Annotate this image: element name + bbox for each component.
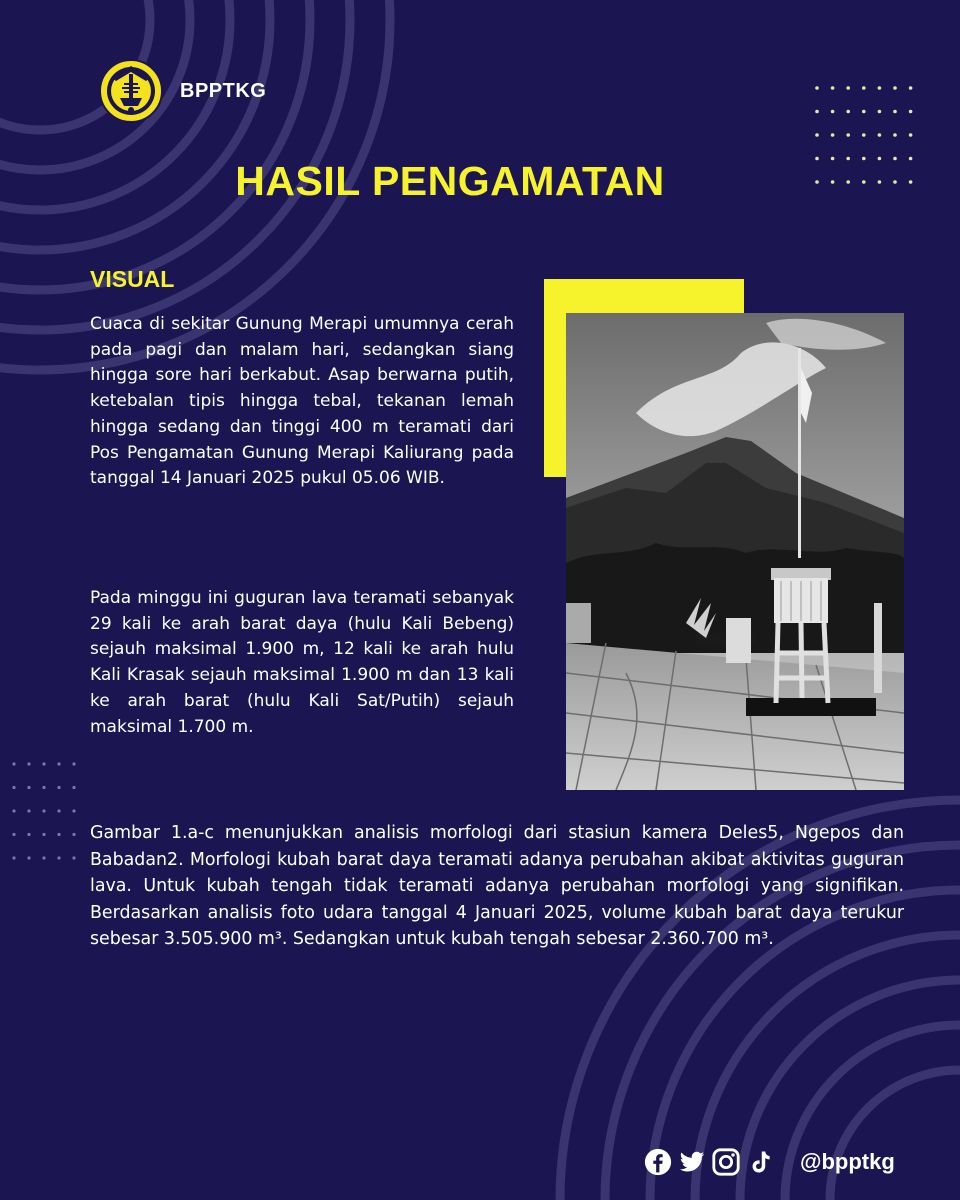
twitter-icon[interactable] [676,1146,708,1178]
merapi-photo [566,313,904,790]
morphology-paragraph: Gambar 1.a-c menunjukkan analisis morfologi dari stasiun kamera Deles5, Ngepos dan Babadan2. Morfologi kubah barat daya teramati adanya perubahan akibat aktivitas guguran lava. Untuk kubah tengah tidak teramati adanya perubahan morfologi yang signifikan. Berdasarkan analisis foto udara tanggal 4 Januari 2025, volume kubah barat daya terukur sebesar 3.505.900 m³. Sedangkan untuk kubah tengah sebesar 2.360.700 m³. [90,823,904,950]
social-footer [642,1146,895,1178]
section-label: VISUAL [90,266,175,292]
weather-paragraph: Cuaca di sekitar Gunung Merapi umumnya cerah pada pagi dan malam hari, sedangkan siang hingga sore hari berkabut. Asap berwarna putih, ketebalan tipis hingga tebal, tekanan lemah hingga sedang dan tinggi 400 m teramati dari Pos Pengamatan Gunung Merapi Kaliurang pada tanggal 14 Januari 2025 pukul 05.06 WIB. [90,314,514,489]
facebook-icon[interactable] [642,1146,674,1178]
lava-paragraph: Pada minggu ini guguran lava teramati sebanyak 29 kali ke arah barat daya (hulu Kali Bebeng) sejauh maksimal 1.900 m, 12 kali ke arah hulu Kali Krasak sejauh maksimal 1.900 m dan 13 kali ke arah barat (hulu Kali Sat/Putih) sejauh maksimal 1.700 m. [90,588,514,737]
social-handle[interactable]: @bpptkg [800,1149,895,1174]
instagram-icon[interactable] [710,1146,742,1178]
tiktok-icon[interactable] [744,1146,776,1178]
brand [98,58,266,124]
esdm-emblem-icon [98,58,164,124]
page-title: HASIL PENGAMATAN [235,158,665,204]
brand-name: BPPTKG [180,79,267,102]
